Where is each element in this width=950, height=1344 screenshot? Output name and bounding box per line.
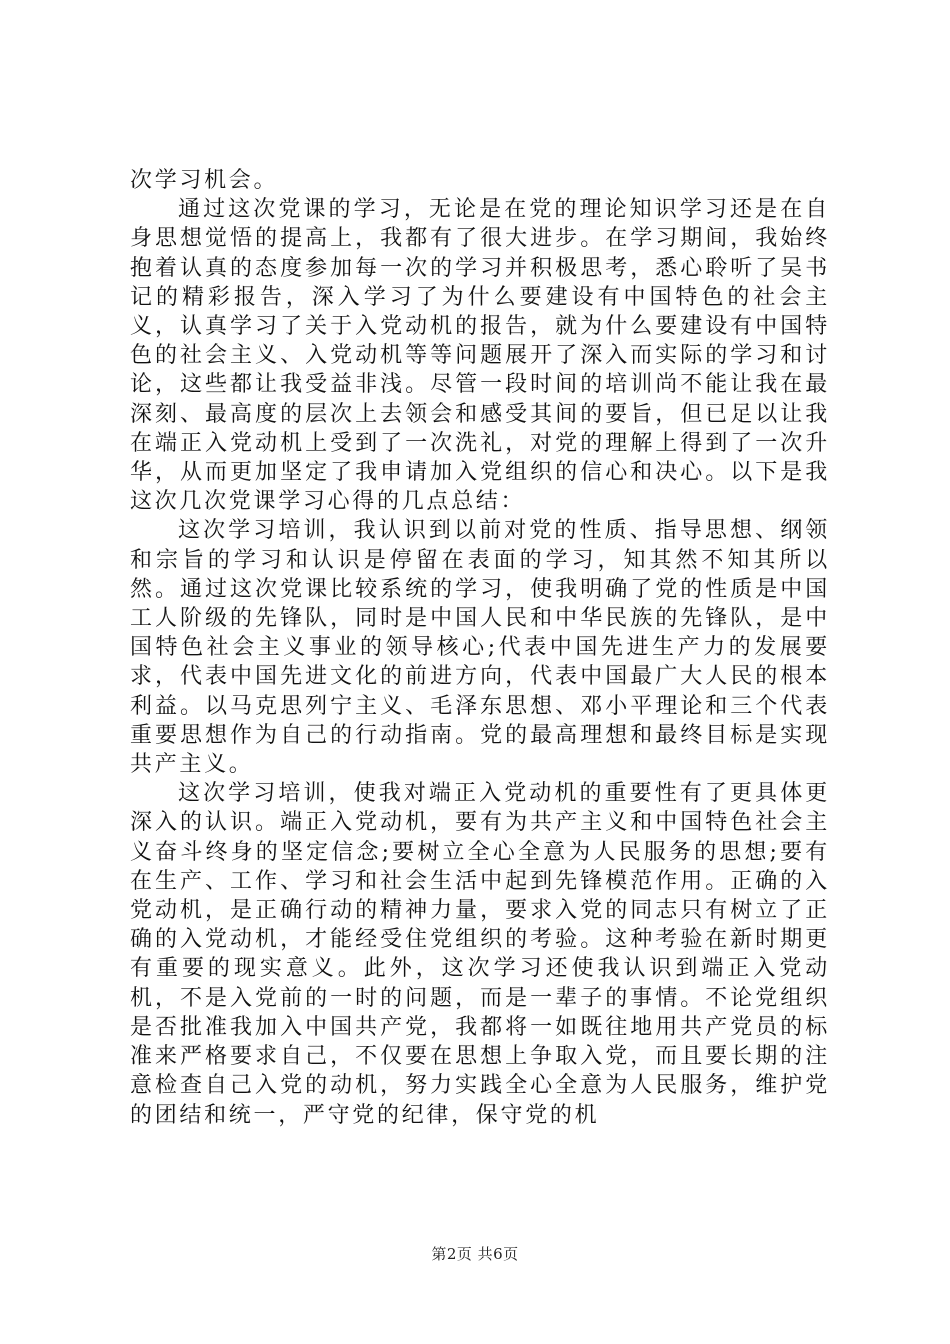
paragraph-3: 这次学习培训，我认识到以前对党的性质、指导思想、纲领和宗旨的学习和认识是停留在表面的学习，知其然不知其所以然。通过这次党课比较系统的学习，使我明确了党的性质是中国工人阶级的先锋队，同时是中国人民和中华民族的先锋队，是中国特色社会主义事业的领导核心;代表中国先进生产力的发展要求，代表中国先进文化的前进方向，代表中国最广大人民的根本利益。以马克思列宁主义、毛泽东思想、邓小平理论和三个代表重要思想作为自己的行动指南。党的最高理想和最终目标是实现共产主义。 xyxy=(130,518,830,778)
body-text xyxy=(130,166,830,1130)
paragraph-2: 通过这次党课的学习，无论是在党的理论知识学习还是在自身思想觉悟的提高上，我都有了很大进步。在学习期间，我始终抱着认真的态度参加每一次的学习并积极思考，悉心聆听了吴书记的精彩报告，深入学习了为什么要建设有中国特色的社会主义，认真学习了关于入党动机的报告，就为什么要建设有中国特色的社会主义、入党动机等等问题展开了深入而实际的学习和讨论，这些都让我受益非浅。尽管一段时间的培训尚不能让我在最深刻、最高度的层次上去领会和感受其间的要旨，但已足以让我在端正入党动机上受到了一次洗礼，对党的理解上得到了一次升华，从而更加坚定了我申请加入党组织的信心和决心。以下是我这次几次党课学习心得的几点总结： xyxy=(130,197,830,515)
page-number-footer: 第2页 共6页 xyxy=(431,1245,519,1263)
paragraph-1: 次学习机会。 xyxy=(130,168,279,193)
paragraph-4: 这次学习培训，使我对端正入党动机的重要性有了更具体更深入的认识。端正入党动机，要有为共产主义和中国特色社会主义奋斗终身的坚定信念;要树立全心全意为人民服务的思想;要有在生产、工作、学习和社会生活中起到先锋模范作用。正确的入党动机，是正确行动的精神力量，要求入党的同志只有树立了正确的入党动机，才能经受住党组织的考验。这种考验在新时期更有重要的现实意义。此外，这次学习还使我认识到端正入党动机，不是入党前的一时的问题，而是一辈子的事情。不论党组织是否批准我加入中国共产党，我都将一如既往地用共产党员的标准来严格要求自己，不仅要在思想上争取入党，而且要长期的注意检查自己入党的动机，努力实践全心全意为人民服务，维护党的团结和统一，严守党的纪律，保守党的机 xyxy=(130,781,830,1128)
